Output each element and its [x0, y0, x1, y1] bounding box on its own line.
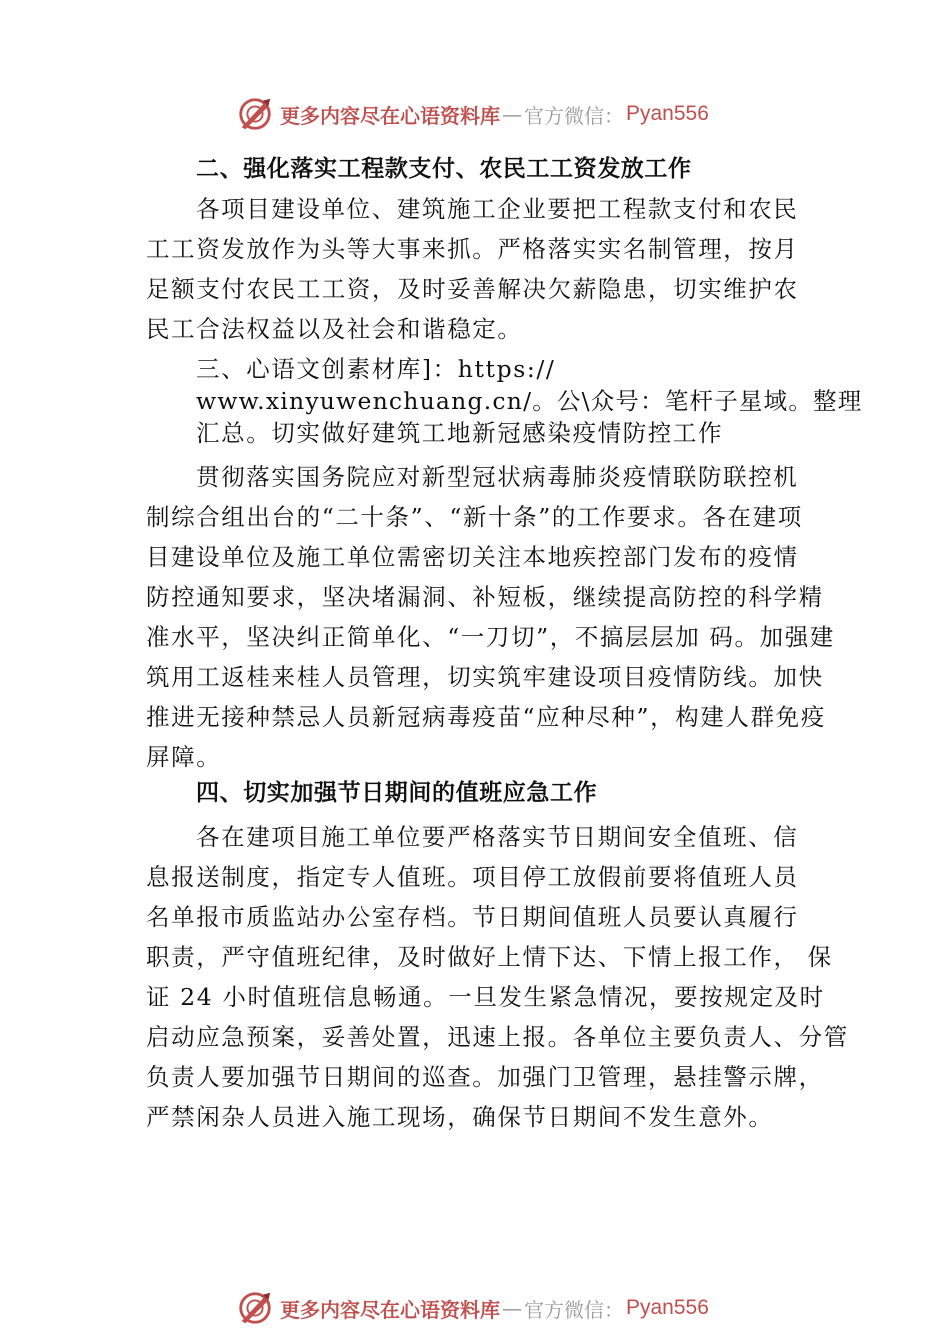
section4-line-3: 名单报市质监站办公室存档。节日期间值班人员要认真履行 [146, 903, 799, 931]
watermark-banner-top [236, 94, 736, 134]
section4-line-4: 职责，严守值班纪律，及时做好上情下达、下情上报工作， 保 [146, 943, 833, 971]
watermark-separator: — [502, 1296, 522, 1320]
section2-line-4: 民工合法权益以及社会和谐稳定。 [146, 315, 523, 343]
watermark-wechat-label: 官方微信： [524, 103, 624, 128]
section4-line-1: 各在建项目施工单位要严格落实节日期间安全值班、信 [196, 823, 799, 851]
watermark-brand-text: 更多内容尽在心语资料库 [280, 1297, 500, 1322]
watermark-wechat-id: Pyan556 [626, 1296, 709, 1319]
section3-line-8: 屏障。 [146, 743, 222, 771]
section3-line-7: 推进无接种禁忌人员新冠病毒疫苗“应种尽种”，构建人群免疫 [146, 703, 826, 731]
section4-line-5: 证 24 小时值班信息畅通。一旦发生紧急情况，要按规定及时 [146, 983, 825, 1011]
section2-line-1: 各项目建设单位、建筑施工企业要把工程款支付和农民 [196, 195, 799, 223]
section3-line-1: 贯彻落实国务院应对新型冠状病毒肺炎疫情联防联控机 [196, 463, 799, 491]
watermark-wechat-id: Pyan556 [626, 102, 709, 125]
section3-heading-line-3: 汇总。切实做好建筑工地新冠感染疫情防控工作 [196, 419, 724, 447]
section2-line-3: 足额支付农民工工资，及时妥善解决欠薪隐患，切实维护农 [146, 275, 799, 303]
section4-line-7: 负责人要加强节日期间的巡查。加强门卫管理，悬挂警示牌， [146, 1063, 824, 1091]
section2-heading: 二、强化落实工程款支付、农民工工资发放工作 [196, 156, 692, 182]
section4-heading: 四、切实加强节日期间的值班应急工作 [196, 780, 598, 806]
section4-line-6: 启动应急预案，妥善处置，迅速上报。各单位主要负责人、分管 [146, 1023, 849, 1051]
section4-line-8: 严禁闲杂人员进入施工现场，确保节日期间不发生意外。 [146, 1103, 774, 1131]
section3-line-4: 防控通知要求，坚决堵漏洞、补短板，继续提高防控的科学精 [146, 583, 824, 611]
section4-line-2: 息报送制度，指定专人值班。项目停工放假前要将值班人员 [146, 863, 799, 891]
brand-logo-icon [236, 95, 274, 133]
watermark-wechat-label: 官方微信： [524, 1297, 624, 1322]
section3-line-5: 准水平，坚决纠正简单化、“一刀切”，不搞层层加 码。加强建 [146, 623, 835, 651]
section3-heading-line-2: www.xinyuwenchuang.cn/。公\众号：笔杆子星域。整理 [196, 387, 863, 415]
watermark-separator: — [502, 102, 522, 126]
section3-line-6: 筑用工返桂来桂人员管理，切实筑牢建设项目疫情防线。加快 [146, 663, 824, 691]
watermark-banner-bottom [236, 1288, 736, 1328]
section2-line-2: 工工资发放作为头等大事来抓。严格落实实名制管理，按月 [146, 235, 799, 263]
section3-line-2: 制综合组出台的“二十条”、“新十条”的工作要求。各在建项 [146, 503, 803, 531]
section3-heading-line-1: 三、心语文创素材库]：https:// [196, 355, 556, 383]
brand-logo-icon [236, 1289, 274, 1327]
section3-line-3: 目建设单位及施工单位需密切关注本地疾控部门发布的疫情 [146, 543, 799, 571]
watermark-brand-text: 更多内容尽在心语资料库 [280, 103, 500, 128]
